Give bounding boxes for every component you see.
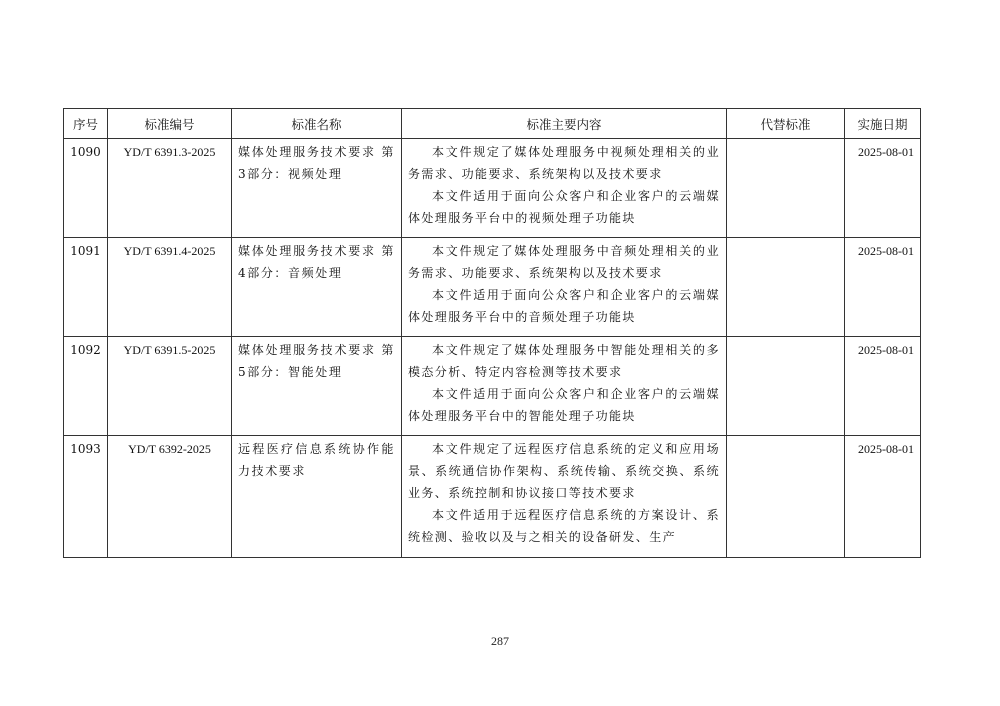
header-date: 实施日期: [845, 109, 921, 139]
row-seq: 1092: [64, 337, 108, 436]
row-name: 媒体处理服务技术要求 第3部分：视频处理: [232, 139, 402, 238]
row-name: 媒体处理服务技术要求 第5部分：智能处理: [232, 337, 402, 436]
row-code: YD/T 6391.5-2025: [108, 337, 232, 436]
row-name: 媒体处理服务技术要求 第4部分：音频处理: [232, 238, 402, 337]
row-seq: 1093: [64, 436, 108, 558]
content-paragraph-2: 本文件适用于远程医疗信息系统的方案设计、系统检测、验收以及与之相关的设备研发、生产: [408, 508, 720, 544]
standards-table: [63, 108, 921, 558]
table-row: [64, 337, 921, 436]
table-row: [64, 139, 921, 238]
row-content: [402, 436, 727, 558]
row-content: [402, 337, 727, 436]
header-name: 标准名称: [232, 109, 402, 139]
row-date: 2025-08-01: [845, 436, 921, 558]
content-paragraph-2: 本文件适用于面向公众客户和企业客户的云端媒体处理服务平台中的音频处理子功能块: [408, 288, 720, 324]
row-replaces: [727, 337, 845, 436]
content-paragraph-1: 本文件规定了媒体处理服务中智能处理相关的多模态分析、特定内容检测等技术要求: [408, 343, 720, 379]
row-code: YD/T 6392-2025: [108, 436, 232, 558]
row-date: 2025-08-01: [845, 238, 921, 337]
header-seq: 序号: [64, 109, 108, 139]
content-paragraph-2: 本文件适用于面向公众客户和企业客户的云端媒体处理服务平台中的智能处理子功能块: [408, 387, 720, 423]
content-paragraph-1: 本文件规定了远程医疗信息系统的定义和应用场景、系统通信协作架构、系统传输、系统交换、系统业务、系统控制和协议接口等技术要求: [408, 442, 720, 500]
row-code: YD/T 6391.3-2025: [108, 139, 232, 238]
row-replaces: [727, 139, 845, 238]
row-replaces: [727, 238, 845, 337]
table-row: [64, 436, 921, 558]
row-date: 2025-08-01: [845, 337, 921, 436]
table-row: [64, 238, 921, 337]
row-date: 2025-08-01: [845, 139, 921, 238]
header-code: 标准编号: [108, 109, 232, 139]
content-paragraph-2: 本文件适用于面向公众客户和企业客户的云端媒体处理服务平台中的视频处理子功能块: [408, 189, 720, 225]
row-content: [402, 238, 727, 337]
row-name: 远程医疗信息系统协作能力技术要求: [232, 436, 402, 558]
page-number: 287: [491, 634, 509, 648]
header-content: 标准主要内容: [402, 109, 727, 139]
row-seq: 1090: [64, 139, 108, 238]
table-header-row: [64, 109, 921, 139]
content-paragraph-1: 本文件规定了媒体处理服务中视频处理相关的业务需求、功能要求、系统架构以及技术要求: [408, 145, 720, 181]
row-code: YD/T 6391.4-2025: [108, 238, 232, 337]
row-content: [402, 139, 727, 238]
header-replaces: 代替标准: [727, 109, 845, 139]
content-paragraph-1: 本文件规定了媒体处理服务中音频处理相关的业务需求、功能要求、系统架构以及技术要求: [408, 244, 720, 280]
row-replaces: [727, 436, 845, 558]
row-seq: 1091: [64, 238, 108, 337]
